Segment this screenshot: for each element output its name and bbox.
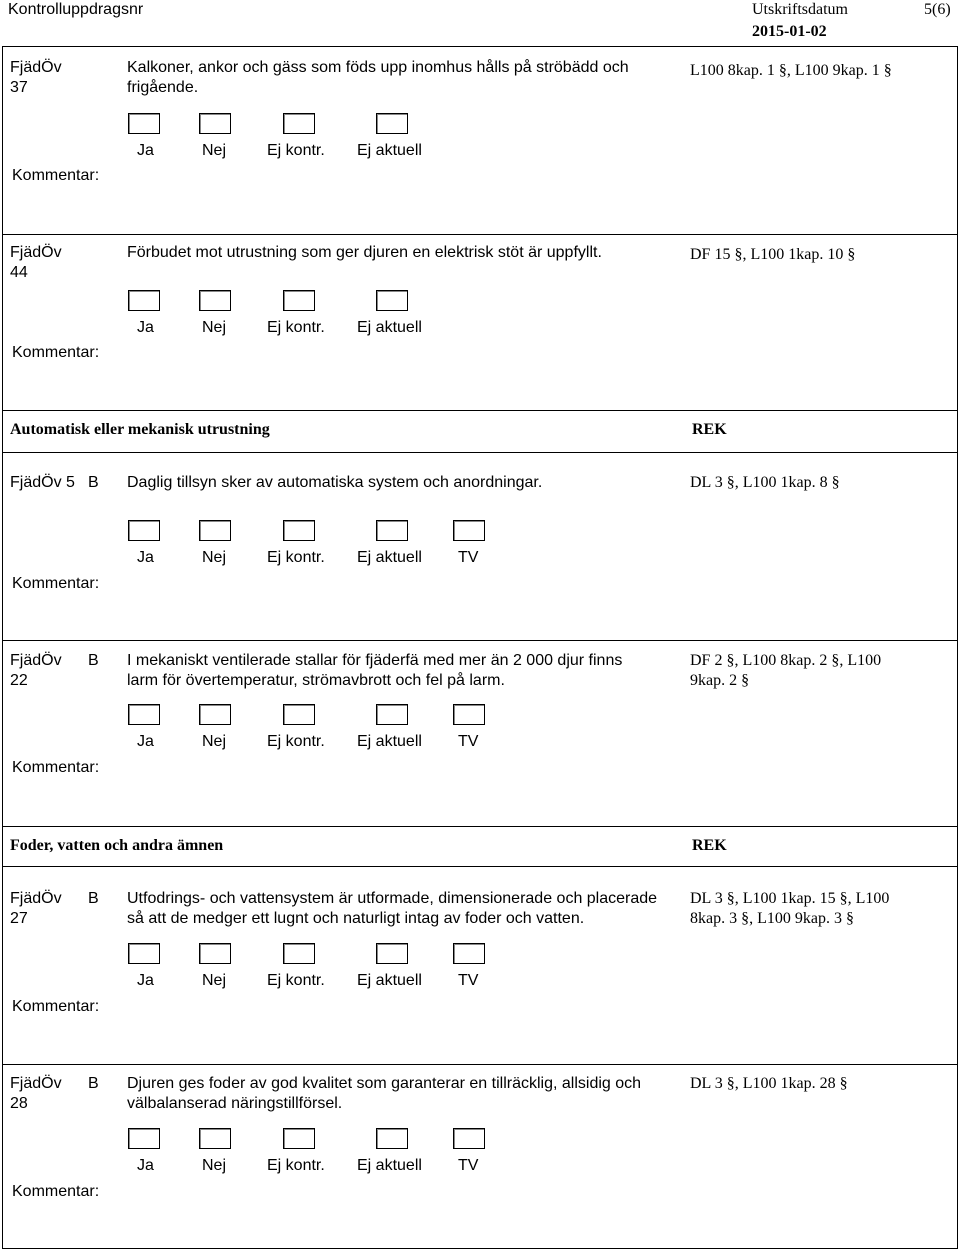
- item-id: FjädÖv: [10, 59, 62, 76]
- option-nej-label: Nej: [202, 549, 227, 566]
- item-description-cont: välbalanserad näringstillförsel.: [127, 1095, 343, 1112]
- option-ej-aktuell-label: Ej aktuell: [357, 142, 422, 159]
- divider: [2, 640, 958, 641]
- option-tv-label: TV: [458, 972, 479, 989]
- section-title: Automatisk eller mekanisk utrustning: [10, 421, 270, 438]
- option-ej-aktuell-label: Ej aktuell: [357, 1157, 422, 1174]
- option-nej-label: Nej: [202, 142, 227, 159]
- checkbox-nej[interactable]: [199, 520, 231, 541]
- frame-right: [957, 46, 958, 1249]
- checkbox-ja[interactable]: [128, 113, 160, 134]
- print-date: 2015-01-02: [752, 23, 827, 40]
- comment-label: Kommentar:: [12, 1183, 100, 1200]
- checkbox-ej-kontr[interactable]: [283, 520, 315, 541]
- option-tv-label: TV: [458, 549, 479, 566]
- checkbox-ej-kontr[interactable]: [283, 943, 315, 964]
- divider: [2, 1248, 958, 1249]
- comment-label: Kommentar:: [12, 344, 100, 361]
- checkbox-ej-aktuell[interactable]: [376, 704, 408, 725]
- item-grade: B: [88, 652, 99, 669]
- item-description: I mekaniskt ventilerade stallar för fjäderfä med mer än 2 000 djur finns: [127, 652, 623, 669]
- item-id: FjädÖv: [10, 652, 62, 669]
- option-ej-kontr-label: Ej kontr.: [267, 1157, 325, 1174]
- divider: [2, 826, 958, 827]
- divider: [2, 46, 958, 47]
- item-description-cont: frigående.: [127, 79, 199, 96]
- option-ja-label: Ja: [137, 142, 154, 159]
- item-grade: B: [88, 890, 99, 907]
- comment-label: Kommentar:: [12, 167, 100, 184]
- section-rek: REK: [692, 837, 727, 854]
- checkbox-nej[interactable]: [199, 290, 231, 311]
- item-id-number: 28: [10, 1095, 28, 1112]
- divider: [2, 1064, 958, 1065]
- option-ej-aktuell-label: Ej aktuell: [357, 549, 422, 566]
- option-nej-label: Nej: [202, 733, 227, 750]
- option-ja-label: Ja: [137, 319, 154, 336]
- option-ej-kontr-label: Ej kontr.: [267, 733, 325, 750]
- comment-label: Kommentar:: [12, 998, 100, 1015]
- item-description: Djuren ges foder av god kvalitet som garanterar en tillräcklig, allsidig och: [127, 1075, 642, 1092]
- item-id-number: 37: [10, 79, 28, 96]
- item-id-number: 44: [10, 264, 28, 281]
- divider: [2, 452, 958, 453]
- checkbox-ej-aktuell[interactable]: [376, 943, 408, 964]
- option-ej-aktuell-label: Ej aktuell: [357, 319, 422, 336]
- item-description-cont: larm för övertemperatur, strömavbrott och fel på larm.: [127, 672, 505, 689]
- checkbox-tv[interactable]: [453, 1128, 485, 1149]
- item-description: Utfodrings- och vattensystem är utformade, dimensionerade och placerade: [127, 890, 658, 907]
- checkbox-tv[interactable]: [453, 520, 485, 541]
- checkbox-nej[interactable]: [199, 113, 231, 134]
- checkbox-ej-kontr[interactable]: [283, 113, 315, 134]
- item-reference: DL 3 §, L100 1kap. 28 §: [690, 1075, 848, 1092]
- checkbox-nej[interactable]: [199, 704, 231, 725]
- page-number: 5(6): [924, 1, 951, 18]
- option-ej-kontr-label: Ej kontr.: [267, 972, 325, 989]
- item-reference-cont: 9kap. 2 §: [690, 672, 750, 689]
- frame-left: [2, 46, 3, 1249]
- option-ej-kontr-label: Ej kontr.: [267, 549, 325, 566]
- checkbox-ej-kontr[interactable]: [283, 1128, 315, 1149]
- print-date-label: Utskriftsdatum: [752, 1, 848, 18]
- divider: [2, 410, 958, 411]
- checkbox-nej[interactable]: [199, 943, 231, 964]
- option-tv-label: TV: [458, 733, 479, 750]
- checkbox-ej-aktuell[interactable]: [376, 290, 408, 311]
- checkbox-ja[interactable]: [128, 704, 160, 725]
- report-title: Kontrolluppdragsnr: [8, 1, 144, 18]
- item-description: Daglig tillsyn sker av automatiska system och anordningar.: [127, 474, 543, 491]
- checkbox-ej-aktuell[interactable]: [376, 113, 408, 134]
- divider: [2, 234, 958, 235]
- option-ja-label: Ja: [137, 733, 154, 750]
- option-nej-label: Nej: [202, 319, 227, 336]
- option-ej-aktuell-label: Ej aktuell: [357, 733, 422, 750]
- section-title: Foder, vatten och andra ämnen: [10, 837, 224, 854]
- item-id: FjädÖv: [10, 890, 62, 907]
- item-description: Förbudet mot utrustning som ger djuren en elektrisk stöt är uppfyllt.: [127, 244, 602, 261]
- item-id: FjädÖv: [10, 244, 62, 261]
- item-reference-cont: 8kap. 3 §, L100 9kap. 3 §: [690, 910, 854, 927]
- option-ja-label: Ja: [137, 549, 154, 566]
- checkbox-nej[interactable]: [199, 1128, 231, 1149]
- checkbox-ej-aktuell[interactable]: [376, 1128, 408, 1149]
- comment-label: Kommentar:: [12, 575, 100, 592]
- option-nej-label: Nej: [202, 1157, 227, 1174]
- option-ja-label: Ja: [137, 972, 154, 989]
- comment-label: Kommentar:: [12, 759, 100, 776]
- item-reference: DL 3 §, L100 1kap. 8 §: [690, 474, 840, 491]
- checkbox-ja[interactable]: [128, 290, 160, 311]
- section-rek: REK: [692, 421, 727, 438]
- checkbox-ej-kontr[interactable]: [283, 704, 315, 725]
- item-reference: DF 2 §, L100 8kap. 2 §, L100: [690, 652, 882, 669]
- checkbox-ja[interactable]: [128, 520, 160, 541]
- checkbox-tv[interactable]: [453, 704, 485, 725]
- item-reference: L100 8kap. 1 §, L100 9kap. 1 §: [690, 62, 892, 79]
- option-ja-label: Ja: [137, 1157, 154, 1174]
- option-nej-label: Nej: [202, 972, 227, 989]
- item-reference: DF 15 §, L100 1kap. 10 §: [690, 246, 856, 263]
- option-ej-aktuell-label: Ej aktuell: [357, 972, 422, 989]
- option-tv-label: TV: [458, 1157, 479, 1174]
- item-id: FjädÖv: [10, 1075, 62, 1092]
- checkbox-ej-aktuell[interactable]: [376, 520, 408, 541]
- option-ej-kontr-label: Ej kontr.: [267, 319, 325, 336]
- item-reference: DL 3 §, L100 1kap. 15 §, L100: [690, 890, 890, 907]
- item-description-cont: så att de medger ett lugnt och naturligt intag av foder och vatten.: [127, 910, 585, 927]
- item-id-number: 22: [10, 672, 28, 689]
- option-ej-kontr-label: Ej kontr.: [267, 142, 325, 159]
- checkbox-ja[interactable]: [128, 943, 160, 964]
- checkbox-ja[interactable]: [128, 1128, 160, 1149]
- item-grade: B: [88, 1075, 99, 1092]
- checkbox-tv[interactable]: [453, 943, 485, 964]
- checkbox-ej-kontr[interactable]: [283, 290, 315, 311]
- item-id: FjädÖv 5: [10, 474, 75, 491]
- item-id-number: 27: [10, 910, 28, 927]
- item-grade: B: [88, 474, 99, 491]
- divider: [2, 866, 958, 867]
- item-description: Kalkoner, ankor och gäss som föds upp inomhus hålls på ströbädd och: [127, 59, 629, 76]
